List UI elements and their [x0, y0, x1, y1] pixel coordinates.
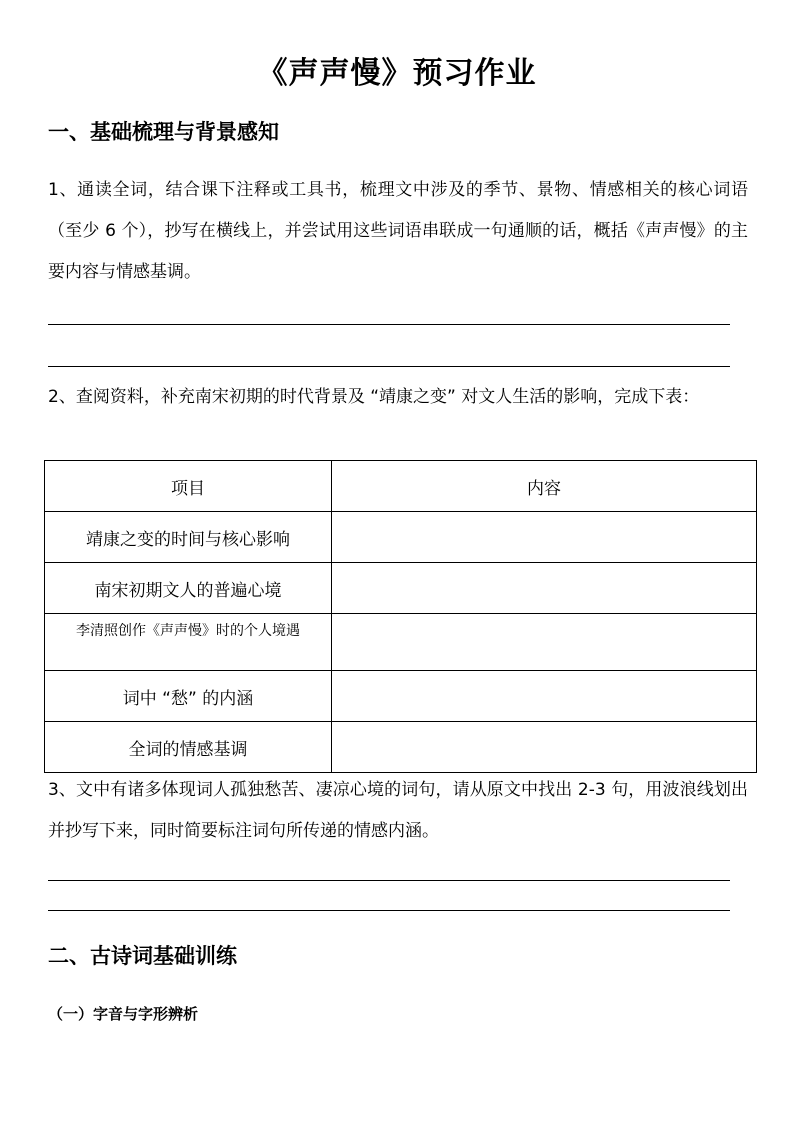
- table-header-content: 内容: [332, 461, 757, 512]
- table-row-label: 词中 “愁” 的内涵: [45, 671, 332, 722]
- answer-line[interactable]: [48, 324, 730, 325]
- table-row: [45, 614, 757, 671]
- table-row-label: 南宋初期文人的普遍心境: [45, 563, 332, 614]
- page-title: 《声声慢》预习作业: [257, 56, 537, 91]
- subsection-heading: （一）字音与字形辨析: [48, 1005, 199, 1023]
- table-answer-cell[interactable]: [332, 722, 757, 773]
- table-row-label: 李清照创作《声声慢》时的个人境遇: [45, 614, 332, 671]
- table-answer-cell[interactable]: [332, 563, 757, 614]
- table-header-item: 项目: [45, 461, 332, 512]
- question-3: 3、文中有诸多体现词人孤独愁苦、凄凉心境的词句，请从原文中找出 2-3 句，用波浪线划出并抄写下来，同时简要标注词句所传递的情感内涵。: [48, 780, 748, 841]
- table-answer-cell[interactable]: [332, 614, 757, 671]
- table-answer-cell[interactable]: [332, 671, 757, 722]
- table-row: [45, 722, 757, 773]
- background-table: [44, 460, 757, 773]
- table-header-row: [45, 461, 757, 512]
- section2-heading: 二、古诗词基础训练: [48, 944, 237, 968]
- table-row: [45, 563, 757, 614]
- answer-line[interactable]: [48, 910, 730, 911]
- section1-heading: 一、基础梳理与背景感知: [48, 120, 279, 144]
- table-row: [45, 671, 757, 722]
- table-row-label: 全词的情感基调: [45, 722, 332, 773]
- table-row-label: 靖康之变的时间与核心影响: [45, 512, 332, 563]
- answer-line[interactable]: [48, 366, 730, 367]
- answer-line[interactable]: [48, 880, 730, 881]
- table-row: [45, 512, 757, 563]
- question-1: 1、通读全词，结合课下注释或工具书，梳理文中涉及的季节、景物、情感相关的核心词语（至少 6 个），抄写在横线上，并尝试用这些词语串联成一句通顺的话，概括《声声慢》的主要内容与情感基调。: [48, 180, 748, 282]
- question-2: 2、查阅资料，补充南宋初期的时代背景及 “靖康之变” 对文人生活的影响，完成下表：: [48, 387, 700, 407]
- table-answer-cell[interactable]: [332, 512, 757, 563]
